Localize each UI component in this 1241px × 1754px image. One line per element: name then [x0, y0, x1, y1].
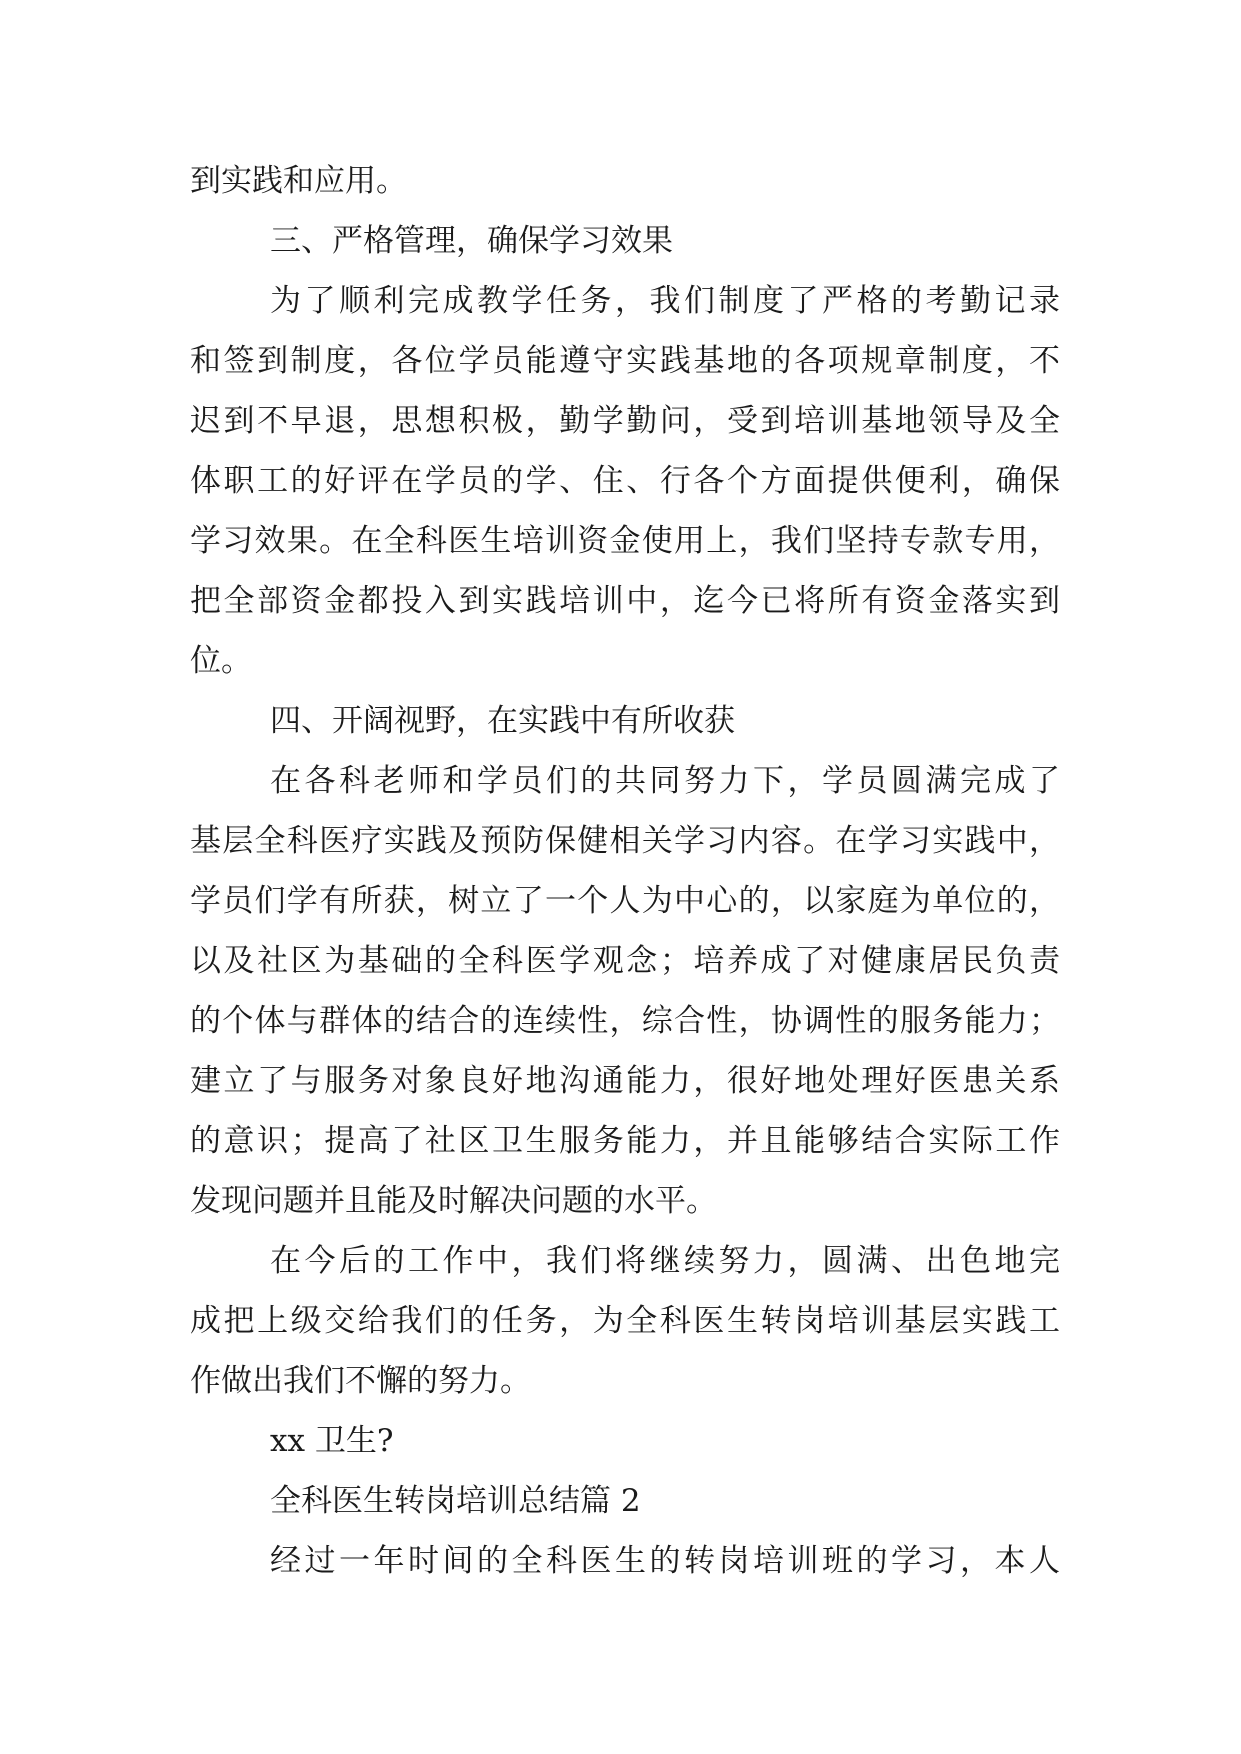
paragraph-line: 的意识；提高了社区卫生服务能力，并且能够结合实际工作: [190, 1123, 1060, 1159]
paragraph-line: 以及社区为基础的全科医学观念；培养成了对健康居民负责: [190, 943, 1060, 979]
paragraph-line: 经过一年时间的全科医生的转岗培训班的学习，本人: [270, 1543, 1060, 1579]
signature-line: xx 卫生?: [270, 1423, 394, 1459]
paragraph-line: 在各科老师和学员们的共同努力下，学员圆满完成了: [270, 763, 1060, 799]
paragraph-line: 体职工的好评在学员的学、住、行各个方面提供便利，确保: [190, 463, 1060, 499]
section-heading: 三、严格管理，确保学习效果: [270, 223, 673, 259]
paragraph-line: 学员们学有所获，树立了一个人为中心的，以家庭为单位的，: [190, 883, 1060, 919]
paragraph-line: 的个体与群体的结合的连续性，综合性，协调性的服务能力；: [190, 1003, 1060, 1039]
paragraph-line: 发现问题并且能及时解决问题的水平。: [190, 1183, 717, 1219]
paragraph-line: 在今后的工作中，我们将继续努力，圆满、出色地完: [270, 1243, 1060, 1279]
paragraph-line: 基层全科医疗实践及预防保健相关学习内容。在学习实践中，: [190, 823, 1060, 859]
article-title: 全科医生转岗培训总结篇 2: [270, 1483, 641, 1519]
section-heading: 四、开阔视野，在实践中有所收获: [270, 703, 735, 739]
paragraph-line: 成把上级交给我们的任务，为全科医生转岗培训基层实践工: [190, 1303, 1060, 1339]
paragraph-line: 和签到制度，各位学员能遵守实践基地的各项规章制度，不: [190, 343, 1060, 379]
paragraph-line: 学习效果。在全科医生培训资金使用上，我们坚持专款专用，: [190, 523, 1060, 559]
paragraph-line: 建立了与服务对象良好地沟通能力，很好地处理好医患关系: [190, 1063, 1060, 1099]
paragraph-line: 作做出我们不懈的努力。: [190, 1363, 531, 1399]
paragraph-line: 位。: [190, 643, 252, 679]
paragraph-line: 迟到不早退，思想积极，勤学勤问，受到培训基地领导及全: [190, 403, 1060, 439]
paragraph-line: 到实践和应用。: [190, 163, 407, 199]
paragraph-line: 把全部资金都投入到实践培训中，迄今已将所有资金落实到: [190, 583, 1060, 619]
paragraph-line: 为了顺利完成教学任务，我们制度了严格的考勤记录: [270, 283, 1060, 319]
